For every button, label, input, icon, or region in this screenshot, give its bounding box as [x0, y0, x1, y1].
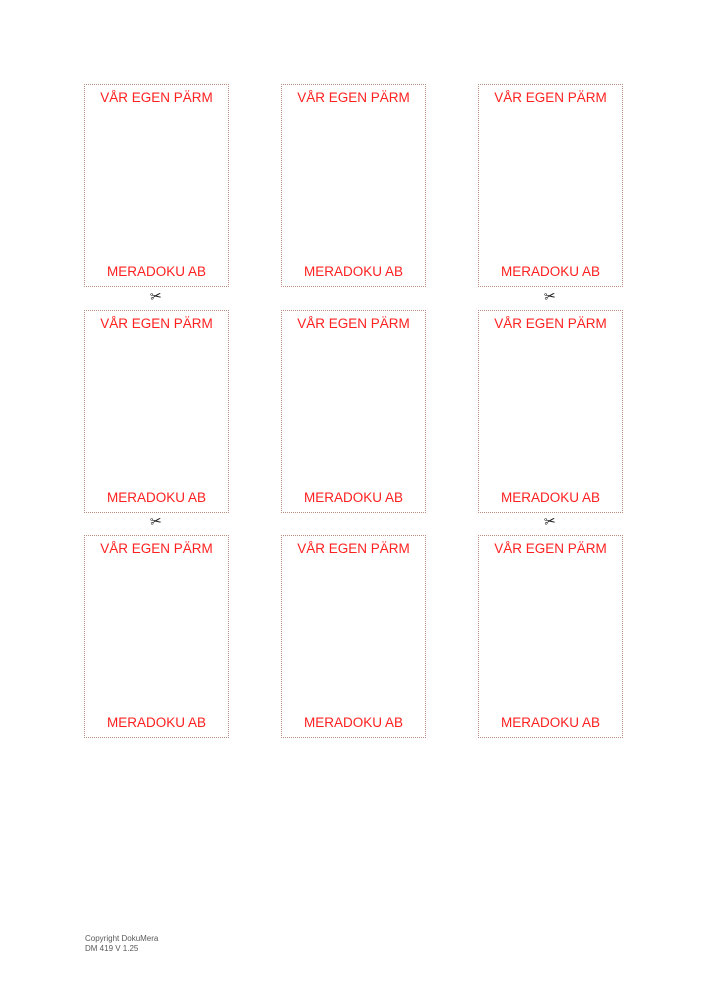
copyright-line: Copyright DokuMera [85, 934, 159, 943]
label-card [84, 535, 229, 738]
scissors-icon: ✂ [543, 288, 557, 306]
copyright-footer [85, 934, 158, 953]
label-card [478, 535, 623, 738]
card-title-label: VÅR EGEN PÄRM [297, 541, 410, 556]
card-title-label: VÅR EGEN PÄRM [297, 90, 410, 105]
card-title-label: VÅR EGEN PÄRM [297, 316, 410, 331]
card-title-label: VÅR EGEN PÄRM [494, 541, 607, 556]
card-company-label: MERADOKU AB [106, 490, 207, 505]
card-company-label: MERADOKU AB [106, 715, 207, 730]
card-company-label: MERADOKU AB [500, 264, 601, 279]
card-company-label: MERADOKU AB [500, 490, 601, 505]
card-title-label: VÅR EGEN PÄRM [100, 541, 213, 556]
label-card [84, 84, 229, 287]
label-card [281, 310, 426, 513]
scissors-icon: ✂ [543, 513, 557, 531]
label-card [281, 84, 426, 287]
scissors-icon: ✂ [149, 513, 163, 531]
card-title-label: VÅR EGEN PÄRM [100, 90, 213, 105]
card-company-label: MERADOKU AB [303, 264, 404, 279]
card-company-label: MERADOKU AB [303, 490, 404, 505]
document-version-line: DM 419 V 1.25 [85, 943, 139, 953]
card-company-label: MERADOKU AB [500, 715, 601, 730]
card-title-label: VÅR EGEN PÄRM [494, 316, 607, 331]
label-card [478, 310, 623, 513]
card-company-label: MERADOKU AB [303, 715, 404, 730]
label-card [84, 310, 229, 513]
label-card [478, 84, 623, 287]
card-company-label: MERADOKU AB [106, 264, 207, 279]
card-title-label: VÅR EGEN PÄRM [100, 316, 213, 331]
scissors-icon: ✂ [149, 288, 163, 306]
card-title-label: VÅR EGEN PÄRM [494, 90, 607, 105]
label-card [281, 535, 426, 738]
